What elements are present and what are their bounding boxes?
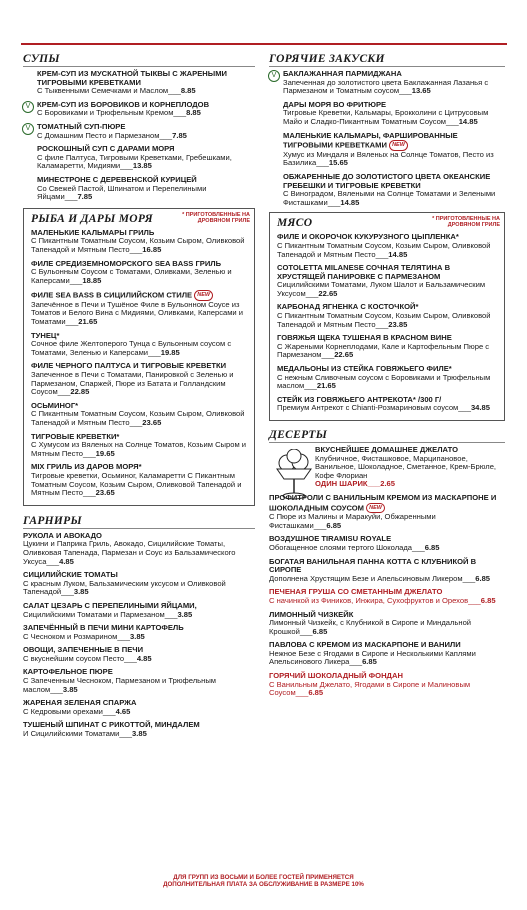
gelato-scoop: ОДИН ШАРИК___2.65 xyxy=(315,479,395,489)
gelato-item xyxy=(315,446,505,489)
menu-item xyxy=(283,173,505,207)
item-description: С Тыквенными Семечками и Маслом___8.85 xyxy=(37,86,196,96)
item-name: САЛАТ ЦЕЗАРЬ С ПЕРЕПЕЛИНЫМИ ЯЙЦАМИ, xyxy=(23,600,197,610)
item-name: ФИЛЕ SEA BASS В СИЦИЛИЙСКОМ СТИЛЕ NEW xyxy=(31,290,249,301)
item-description: С Боровиками и Трюфельным Кремом___8.85 xyxy=(37,108,201,118)
item-name: РУКОЛА И АВОКАДО xyxy=(23,530,102,540)
item-name: ПАВЛОВА С КРЕМОМ ИЗ МАСКАРПОНЕ И ВАНИЛИ xyxy=(269,640,461,650)
item-price: 6.85 xyxy=(475,573,491,583)
menu-item xyxy=(269,641,505,667)
item-price: 21.65 xyxy=(316,381,336,391)
item-description: С Пюре из Малины и Маракуйи, Обжаренными Фисташками___6.85 xyxy=(269,512,436,530)
item-description: Тигровые креветки, Осьминог, Каламаретти С Пикантным Томатным Соусом, Козьим Сыром, Оливковой Тапенадой и Мятным Песто___23.65 xyxy=(31,470,242,498)
item-name: ТУШЕНЫЙ ШПИНАТ С РИКОТТОЙ, МИНДАЛЕМ xyxy=(23,720,200,730)
menu-item xyxy=(277,303,499,329)
menu-page xyxy=(21,43,507,868)
item-price: 6.85 xyxy=(480,595,496,605)
item-price: 6.85 xyxy=(424,542,440,552)
item-price: 4.85 xyxy=(59,556,74,566)
new-badge: NEW xyxy=(389,140,408,151)
footer-line-1: ДЛЯ ГРУПП ИЗ ВОСЬМИ И БОЛЕЕ ГОСТЕЙ ПРИМЕНЯЕТСЯ xyxy=(173,874,354,881)
item-name: ТУНЕЦ* xyxy=(31,330,60,340)
meat-box xyxy=(269,212,505,421)
menu-item xyxy=(269,494,505,530)
item-name: ГОВЯЖЬЯ ЩЕКА ТУШЕНАЯ В КРАСНОМ ВИНЕ xyxy=(277,333,452,343)
item-name: РОСКОШНЫЙ СУП С ДАРАМИ МОРЯ xyxy=(37,144,175,154)
sides-list xyxy=(23,532,255,739)
soups-title: СУПЫ xyxy=(23,53,255,67)
item-price: 6.85 xyxy=(362,657,377,667)
menu-item xyxy=(23,571,255,597)
item-description: С Пикантным Томатным Соусом, Козьим Сыром, Оливковой Тапенадой и Мятным Песто___16.85 xyxy=(31,236,245,254)
item-name: ПРОФИТРОЛИ С ВАНИЛЬНЫМ КРЕМОМ ИЗ МАСКАРПОНЕ И ШОКОЛАДНЫМ СОУСОМ NEW xyxy=(269,492,497,512)
item-price: 22.65 xyxy=(318,288,338,298)
meat-title: МЯСО xyxy=(277,217,313,230)
item-price: 3.85 xyxy=(177,609,193,619)
gelato-desc: Клубничное, Фисташковое, Марципановое, Ванильное, Шоколадное, Сметанное, Крем-Брюле, Кофе Флориан xyxy=(315,453,497,480)
item-name: ВОЗДУШНОЕ TIRAMISU ROYALE xyxy=(269,534,392,544)
service-charge-note xyxy=(0,874,527,888)
item-description: Сочное филе Желтоперого Тунца с Бульонным соусом с Томатами, Зеленью и Каперсами___19.85 xyxy=(31,339,232,357)
fish-grill-note: * ПРИГОТОВЛЕННЫЕ НА ДРОВЯНОМ ГРИЛЕ xyxy=(182,211,250,224)
item-description: С Кедровыми орехами___4.65 xyxy=(23,706,131,716)
item-price: 21.65 xyxy=(78,317,98,327)
item-name: МАЛЕНЬКИЕ КАЛЬМАРЫ, ФАРШИРОВАННЫЕ ТИГРОВЫМИ КРЕВЕТКАМИ NEW xyxy=(283,130,458,150)
item-price: 22.85 xyxy=(70,387,90,397)
menu-item xyxy=(269,611,505,637)
item-price: 14.85 xyxy=(340,197,360,207)
item-description: С Чесноком и Розмарином___3.85 xyxy=(23,631,145,641)
new-badge: NEW xyxy=(366,503,385,514)
item-name: БОГАТАЯ ВАНИЛЬНАЯ ПАННА КОТТА С КЛУБНИКОЙ В СИРОПЕ xyxy=(269,556,477,575)
item-price: 23.65 xyxy=(142,418,162,427)
item-name: ПЕЧЕНАЯ ГРУША СО СМЕТАННЫМ ДЖЕЛАТО xyxy=(269,587,443,597)
right-column xyxy=(269,53,505,703)
item-price: 34.85 xyxy=(470,403,490,413)
menu-item xyxy=(25,99,255,118)
desserts-list xyxy=(269,494,505,698)
item-name: COTOLETTA MILANESE СОЧНАЯ ТЕЛЯТИНА В ХРУСТЯЩЕЙ ПАНИРОВКЕ С ПАРМЕЗАНОМ xyxy=(277,263,451,281)
item-description: Дополнена Хрустящим Безе и Апельсиновым Ликером___6.85 xyxy=(269,573,491,583)
item-description: С Домашним Песто и Пармезаном___7.85 xyxy=(37,130,187,140)
fish-box xyxy=(23,208,255,506)
item-name: ЛИМОННЫЙ ЧИЗКЕЙК xyxy=(269,609,354,619)
menu-item xyxy=(23,668,255,694)
item-description: Цукини и Паприка Гриль, Авокадо, Сицилийские Томаты, Оливковая Тапенада, Пармезан и Соус из Бальзамического Уксуса___4.85 xyxy=(23,539,236,566)
menu-item xyxy=(23,721,255,738)
item-description: Запечённое в Печи и Тушёное Филе в Бульонном Соусе из Томатов и Белого Вина с Мидиями, Оливками, Каперсами и Томатами___21.65 xyxy=(31,299,244,327)
item-description: Премиум Антрекот с Chianti-Розмариновым соусом___34.85 xyxy=(277,403,490,413)
menu-item xyxy=(269,535,505,552)
item-description: С Пикантным Томатным Соусом, Козьим Сыром, Оливковой Тапенадой и Мятным Песто___14.85 xyxy=(277,240,491,259)
starters-list xyxy=(269,70,505,207)
item-description: С начинкой из Фиников, Инжира, Сухофруктов и Орехов___6.85 xyxy=(269,595,496,605)
item-price: 23.85 xyxy=(388,319,408,329)
item-name: ФИЛЕ И ОКОРОЧОК КУКУРУЗНОГО ЦЫПЛЕНКА* xyxy=(277,232,459,242)
item-description: Нежное Безе с Ягодами в Сиропе и Несколькими Каплями Апельсинового Ликера___6.85 xyxy=(269,648,476,667)
item-description: С Бульонным Соусом с Томатами, Оливками, Зеленью и Каперсами___18.85 xyxy=(31,267,232,285)
footer-line-2: ДОПОЛНИТЕЛЬНАЯ ПЛАТА ЗА ОБСЛУЖИВАНИЕ В РАЗМЕРЕ 10% xyxy=(163,881,364,888)
item-description: С Пикантным Томатным Соусом, Козьим Сыром, Оливковой Тапенадой и Мятным Песто___23.85 xyxy=(277,311,491,329)
item-description: С филе Палтуса, Тигровыми Креветками, Гребешками, Каламаретти, Мидиями___13.85 xyxy=(37,152,232,171)
item-description: Сицилийскими Томатами, Луком Шалот и Бальзамическим Уксусом___22.65 xyxy=(277,280,486,298)
item-name: КРЕМ-СУП ИЗ БОРОВИКОВ И КОРНЕПЛОДОВ xyxy=(37,99,210,109)
menu-item xyxy=(23,699,255,716)
item-description: Со Свежей Пастой, Шпинатом и Перепелиными Яйцами___7.85 xyxy=(37,183,207,202)
gelato-name: ВКУСНЕЙШЕЕ ДОМАШНЕЕ ДЖЕЛАТО xyxy=(315,445,459,454)
vegetarian-icon: V xyxy=(22,123,34,135)
item-price: 3.85 xyxy=(73,587,89,597)
item-name: ФИЛЕ ЧЕРНОГО ПАЛТУСА И ТИГРОВЫЕ КРЕВЕТКИ xyxy=(31,361,227,371)
item-price: 23.65 xyxy=(95,488,115,498)
item-name: ТОМАТНЫЙ СУП-ПЮРЕ xyxy=(37,121,126,131)
item-description: Запеченное в Печи с Томатами, Панировкой с Зеленью и Пармезаном, Спаржей, Пюре из Батата и Голландским Соусом___22.85 xyxy=(31,370,234,397)
item-description: С Хумусом из Вяленых на Солнце Томатов, Козьим Сыром и Мятным Песто___19.65 xyxy=(31,440,247,458)
menu-item xyxy=(277,264,499,298)
menu-item xyxy=(23,532,255,566)
menu-item xyxy=(31,402,249,428)
soups-list xyxy=(23,70,255,202)
vegetarian-icon: V xyxy=(268,70,280,82)
menu-item xyxy=(277,396,499,413)
menu-item xyxy=(23,646,255,663)
desserts-title: ДЕСЕРТЫ xyxy=(269,429,505,443)
item-description: Сицилийскими Томатами и Пармезаном___3.85 xyxy=(23,609,193,619)
menu-item xyxy=(31,433,249,459)
item-price: 14.85 xyxy=(458,116,478,126)
new-badge: NEW xyxy=(194,290,213,301)
item-price: 3.85 xyxy=(132,729,147,739)
item-name: ОСЬМИНОГ* xyxy=(31,400,79,410)
item-name: MIX ГРИЛЬ ИЗ ДАРОВ МОРЯ* xyxy=(31,462,142,472)
item-price: 6.85 xyxy=(326,520,342,530)
item-price: 3.85 xyxy=(129,631,145,641)
item-price: 6.85 xyxy=(308,688,324,698)
item-price: 13.65 xyxy=(411,86,431,96)
menu-item xyxy=(37,176,255,202)
item-price: 8.85 xyxy=(186,108,201,118)
item-description: Обогащенное слоями тертого Шоколада___6.85 xyxy=(269,542,440,552)
item-description: С вкуснейшим соусом Песто___4.85 xyxy=(23,653,152,663)
item-name: МИНЕСТРОНЕ С ДЕРЕВЕНСКОЙ КУРИЦЕЙ xyxy=(37,174,197,184)
left-column xyxy=(23,53,255,744)
item-price: 18.85 xyxy=(82,275,102,285)
item-price: 14.85 xyxy=(388,249,408,259)
menu-item xyxy=(31,332,249,358)
item-price: 16.85 xyxy=(142,244,162,254)
item-name: ГОРЯЧИЙ ШОКОЛАДНЫЙ ФОНДАН xyxy=(269,671,403,681)
item-price: 15.65 xyxy=(328,158,348,168)
item-name: ОБЖАРЕННЫЕ ДО ЗОЛОТИСТОГО ЦВЕТА ОКЕАНСКИЕ ГРЕБЕШКИ И ТИГРОВЫЕ КРЕВЕТКИ xyxy=(283,171,491,190)
menu-item xyxy=(277,365,499,391)
desserts-section xyxy=(269,429,505,698)
item-description: Запеченная до золотистого цвета Баклажанная Лазанья с Пармезаном и Томатным соусом___13.65 xyxy=(283,77,489,96)
menu-item xyxy=(31,260,249,286)
menu-item xyxy=(283,132,505,168)
item-name: МАЛЕНЬКИЕ КАЛЬМАРЫ ГРИЛЬ xyxy=(31,227,155,237)
item-description: Тигровые Креветки, Кальмары, Брокколини с Цитрусовым Майо и Сладко-Пикантным Томатным Соусом___14.85 xyxy=(283,108,489,126)
item-description: С Пикантным Томатным Соусом, Козьим Сыром, Оливковой Тапенадой и Мятным Песто___23.65 xyxy=(31,409,245,427)
menu-item xyxy=(269,672,505,698)
item-name: ТИГРОВЫЕ КРЕВЕТКИ* xyxy=(31,431,120,441)
item-name: КАРТОФЕЛЬНОЕ ПЮРЕ xyxy=(23,667,113,677)
item-name: СТЕЙК ИЗ ГОВЯЖЬЕГО АНТРЕКОТА* /300 Г/ xyxy=(277,394,442,404)
vegetarian-icon: V xyxy=(22,101,34,113)
item-name: ФИЛЕ СРЕДИЗЕМНОМОРСКОГО SEA BASS ГРИЛЬ xyxy=(31,258,222,268)
item-price: 3.85 xyxy=(62,684,78,694)
item-name: ЗАПЕЧЁННЫЙ В ПЕЧИ МИНИ КАРТОФЕЛЬ xyxy=(23,623,184,633)
item-price: 13.85 xyxy=(132,161,152,171)
menu-item xyxy=(277,334,499,360)
item-name: ОВОЩИ, ЗАПЕЧЕННЫЕ В ПЕЧИ xyxy=(23,645,144,655)
item-price: 6.85 xyxy=(312,626,328,636)
item-description: С нежным Сливочным соусом с Боровиками и Трюфельным маслом___21.65 xyxy=(277,372,491,391)
meat-grill-note: * ПРИГОТОВЛЕННЫЕ НА ДРОВЯНОМ ГРИЛЕ xyxy=(432,216,500,229)
item-price: 19.85 xyxy=(160,347,180,357)
item-description: С Жареными Корнеплодами, Кале и Картофельным Пюре с Пармезаном___22.65 xyxy=(277,341,490,360)
item-description: И Сицилийскими Томатами___3.85 xyxy=(23,729,147,739)
fish-list xyxy=(31,229,249,498)
item-name: СИЦИЛИЙСКИЕ ТОМАТЫ xyxy=(23,570,118,580)
item-price: 7.85 xyxy=(172,130,187,140)
menu-item xyxy=(23,602,255,619)
menu-item xyxy=(269,558,505,584)
menu-item xyxy=(271,69,505,96)
menu-item xyxy=(37,145,255,171)
menu-item xyxy=(283,101,505,127)
fish-title: РЫБА И ДАРЫ МОРЯ xyxy=(31,212,153,225)
item-price: 7.85 xyxy=(77,192,93,202)
menu-item xyxy=(277,233,499,259)
menu-item xyxy=(25,121,255,140)
menu-item xyxy=(269,588,505,605)
meat-list xyxy=(277,233,499,413)
item-name: КАРБОНАД ЯГНЕНКА С КОСТОЧКОЙ* xyxy=(277,302,419,312)
menu-item xyxy=(31,463,249,497)
item-name: ДАРЫ МОРЯ ВО ФРИТЮРЕ xyxy=(283,99,387,109)
menu-item xyxy=(31,229,249,255)
menu-item xyxy=(31,362,249,396)
sides-title: ГАРНИРЫ xyxy=(23,515,255,529)
item-description: С Ванильным Джелато, Ягодами в Сиропе и Малиновым Соусом___6.85 xyxy=(269,679,471,698)
item-description: С красным Луком, Бальзамическим уксусом и Оливковой Тапенадой___3.85 xyxy=(23,578,226,597)
item-description: Хумус из Миндаля и Вяленых на Солнце Томатов, Песто из Базилика___15.65 xyxy=(283,149,494,168)
item-price: 4.65 xyxy=(115,706,131,716)
item-name: МЕДАЛЬОНЫ ИЗ СТЕЙКА ГОВЯЖЬЕГО ФИЛЕ* xyxy=(277,364,452,374)
starters-title: ГОРЯЧИЕ ЗАКУСКИ xyxy=(269,53,505,67)
item-price: 22.65 xyxy=(334,350,354,360)
item-price: 4.85 xyxy=(136,653,152,663)
item-description: С Виноградом, Вялеными на Солнце Томатами и Зелеными Фисташками___14.85 xyxy=(283,189,496,207)
item-price: 8.85 xyxy=(180,86,196,96)
item-description: С Запеченным Чесноком, Пармезаном и Трюфельным маслом___3.85 xyxy=(23,676,217,694)
item-description: Лимонный Чизкейк, с Клубникой в Сиропе и Миндальной Крошкой___6.85 xyxy=(269,618,472,636)
menu-item xyxy=(31,290,249,326)
item-name: БАКЛАЖАННАЯ ПАРМИДЖАНА xyxy=(283,69,402,78)
item-name: КРЕМ-СУП ИЗ МУСКАТНОЙ ТЫКВЫ С ЖАРЕНЫМИ ТИГРОВЫМИ КРЕВЕТКАМИ xyxy=(37,69,227,87)
item-price: 19.65 xyxy=(95,448,115,458)
item-name: ЖАРЕНАЯ ЗЕЛЕНАЯ СПАРЖА xyxy=(23,698,137,708)
menu-item xyxy=(23,624,255,641)
menu-item xyxy=(37,70,255,96)
